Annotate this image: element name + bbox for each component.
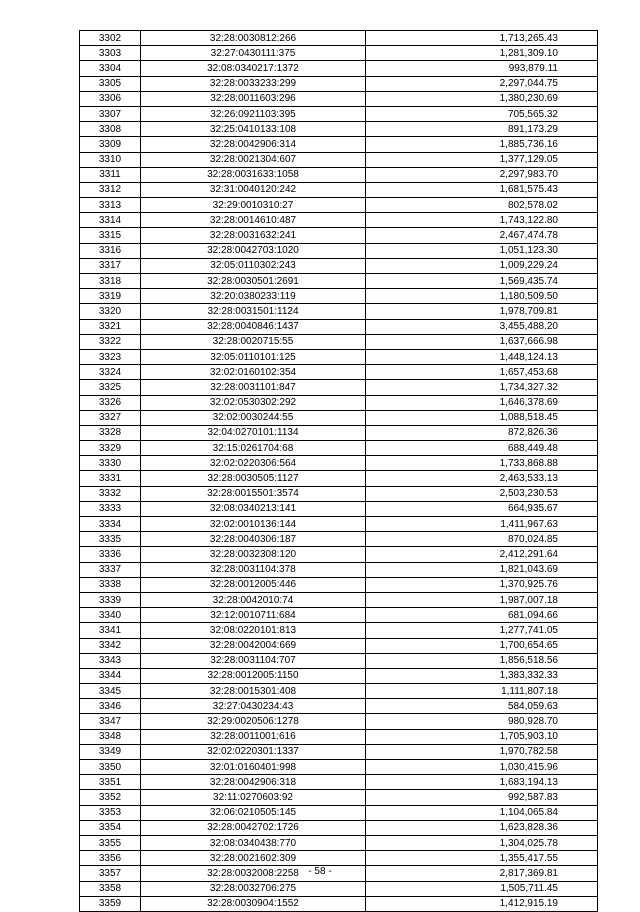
value-amount-cell: 1,009,229.24 [366,258,598,273]
cadastral-number-cell: 32:11:0270603:92 [141,790,366,805]
cadastral-number-cell: 32:12:0010711:684 [141,608,366,623]
table-row [80,653,598,668]
value-amount-cell: 688,449.48 [366,441,598,456]
row-number-cell: 3355 [80,835,141,850]
table-row [80,547,598,562]
row-number-cell: 3359 [80,896,141,911]
row-number-cell: 3330 [80,456,141,471]
row-number-cell: 3310 [80,152,141,167]
cadastral-number-cell: 32:28:0011001:616 [141,729,366,744]
row-number-cell: 3317 [80,258,141,273]
table-row [80,699,598,714]
value-amount-cell: 993,879.11 [366,61,598,76]
table-row [80,198,598,213]
table-row [80,76,598,91]
value-amount-cell: 2,297,983.70 [366,167,598,182]
value-amount-cell: 870,024.85 [366,532,598,547]
cadastral-number-cell: 32:20:0380233:119 [141,289,366,304]
row-number-cell: 3306 [80,91,141,106]
row-number-cell: 3309 [80,137,141,152]
table-row [80,714,598,729]
cadastral-number-cell: 32:29:0010310:27 [141,198,366,213]
table-row [80,243,598,258]
table-row [80,61,598,76]
table-row [80,456,598,471]
cadastral-number-cell: 32:26:0921103:395 [141,106,366,121]
row-number-cell: 3353 [80,805,141,820]
value-amount-cell: 1,657,453.68 [366,365,598,380]
table-row [80,334,598,349]
row-number-cell: 3313 [80,198,141,213]
value-amount-cell: 1,383,332.33 [366,668,598,683]
row-number-cell: 3334 [80,517,141,532]
cadastral-number-cell: 32:28:0032308:120 [141,547,366,562]
value-amount-cell: 1,978,709.81 [366,304,598,319]
row-number-cell: 3349 [80,744,141,759]
table-row [80,501,598,516]
row-number-cell: 3339 [80,592,141,607]
row-number-cell: 3336 [80,547,141,562]
page-number: - 58 - [308,866,332,877]
value-amount-cell: 1,681,575.43 [366,182,598,197]
value-amount-cell: 1,705,903.10 [366,729,598,744]
table-row [80,577,598,592]
row-number-cell: 3303 [80,46,141,61]
table-row [80,182,598,197]
table-row [80,395,598,410]
value-amount-cell: 2,297,044.75 [366,76,598,91]
cadastral-number-cell: 32:28:0042702:1726 [141,820,366,835]
value-amount-cell: 1,683,194.13 [366,775,598,790]
row-number-cell: 3352 [80,790,141,805]
value-amount-cell: 1,623,828.36 [366,820,598,835]
value-amount-cell: 1,856,518.56 [366,653,598,668]
cadastral-number-cell: 32:08:0220101:813 [141,623,366,638]
value-amount-cell: 1,733,868.88 [366,456,598,471]
row-number-cell: 3354 [80,820,141,835]
table-row [80,744,598,759]
value-amount-cell: 1,111,807.18 [366,684,598,699]
table-row [80,213,598,228]
table-row [80,304,598,319]
value-amount-cell: 1,304,025.78 [366,835,598,850]
table-row [80,486,598,501]
value-amount-cell: 1,885,736.16 [366,137,598,152]
row-number-cell: 3325 [80,380,141,395]
cadastral-number-cell: 32:28:0030904:1552 [141,896,366,911]
row-number-cell: 3342 [80,638,141,653]
cadastral-number-cell: 32:02:0530302:292 [141,395,366,410]
cadastral-number-cell: 32:29:0020506:1278 [141,714,366,729]
table-row [80,851,598,866]
table-row [80,608,598,623]
table-row [80,517,598,532]
table-row [80,562,598,577]
table-row [80,365,598,380]
table-body [80,31,598,912]
row-number-cell: 3312 [80,182,141,197]
cadastral-number-cell: 32:28:0042906:314 [141,137,366,152]
table-row [80,46,598,61]
value-amount-cell: 1,380,230.69 [366,91,598,106]
cadastral-number-cell: 32:02:0160102:354 [141,365,366,380]
row-number-cell: 3356 [80,851,141,866]
value-amount-cell: 1,970,782.58 [366,744,598,759]
value-amount-cell: 1,987,007.18 [366,592,598,607]
table-row [80,896,598,911]
table-row [80,106,598,121]
cadastral-number-cell: 32:02:0220301:1337 [141,744,366,759]
cadastral-number-cell: 32:08:0340438:770 [141,835,366,850]
cadastral-number-cell: 32:28:0042703:1020 [141,243,366,258]
value-amount-cell: 2,412,291.64 [366,547,598,562]
cadastral-number-cell: 32:15:0261704:68 [141,441,366,456]
table-row [80,349,598,364]
row-number-cell: 3329 [80,441,141,456]
cadastral-value-table [79,30,598,912]
cadastral-number-cell: 32:01:0160401:998 [141,760,366,775]
row-number-cell: 3323 [80,349,141,364]
table-row [80,820,598,835]
cadastral-number-cell: 32:28:0031104:378 [141,562,366,577]
cadastral-number-cell: 32:27:0430111:375 [141,46,366,61]
value-amount-cell: 2,817,369.81 [366,866,598,881]
row-number-cell: 3305 [80,76,141,91]
table-row [80,137,598,152]
row-number-cell: 3324 [80,365,141,380]
table-row [80,760,598,775]
table-row [80,289,598,304]
table-row [80,592,598,607]
cadastral-number-cell: 32:28:0033233:299 [141,76,366,91]
value-amount-cell: 1,277,741.05 [366,623,598,638]
cadastral-number-cell: 32:28:0031501:1124 [141,304,366,319]
row-number-cell: 3335 [80,532,141,547]
cadastral-number-cell: 32:28:0042906:318 [141,775,366,790]
table-row [80,881,598,896]
value-amount-cell: 1,505,711.45 [366,881,598,896]
table-row [80,441,598,456]
value-amount-cell: 1,821,043.69 [366,562,598,577]
row-number-cell: 3357 [80,866,141,881]
value-amount-cell: 1,180,509.50 [366,289,598,304]
row-number-cell: 3308 [80,122,141,137]
cadastral-number-cell: 32:28:0011603:296 [141,91,366,106]
value-amount-cell: 1,355,417.55 [366,851,598,866]
value-amount-cell: 681,094.66 [366,608,598,623]
value-amount-cell: 3,455,488.20 [366,319,598,334]
cadastral-number-cell: 32:28:0012005:1150 [141,668,366,683]
value-amount-cell: 1,104,065.84 [366,805,598,820]
row-number-cell: 3347 [80,714,141,729]
value-amount-cell: 891,173.29 [366,122,598,137]
table-row [80,274,598,289]
cadastral-number-cell: 32:02:0010136:144 [141,517,366,532]
row-number-cell: 3327 [80,410,141,425]
row-number-cell: 3314 [80,213,141,228]
value-amount-cell: 980,928.70 [366,714,598,729]
value-amount-cell: 1,646,378.69 [366,395,598,410]
table-row [80,471,598,486]
table-row [80,835,598,850]
row-number-cell: 3319 [80,289,141,304]
value-amount-cell: 1,700,654.65 [366,638,598,653]
cadastral-number-cell: 32:28:0031632:241 [141,228,366,243]
cadastral-number-cell: 32:02:0030244:55 [141,410,366,425]
table-row [80,805,598,820]
cadastral-number-cell: 32:28:0032008:2258 [141,866,366,881]
row-number-cell: 3326 [80,395,141,410]
row-number-cell: 3350 [80,760,141,775]
row-number-cell: 3332 [80,486,141,501]
table-row [80,684,598,699]
table-row [80,228,598,243]
row-number-cell: 3345 [80,684,141,699]
value-amount-cell: 1,377,129.05 [366,152,598,167]
value-amount-cell: 1,370,925.76 [366,577,598,592]
row-number-cell: 3337 [80,562,141,577]
table-row [80,319,598,334]
value-amount-cell: 1,051,123.30 [366,243,598,258]
row-number-cell: 3322 [80,334,141,349]
table-row [80,410,598,425]
table-row [80,425,598,440]
row-number-cell: 3311 [80,167,141,182]
row-number-cell: 3358 [80,881,141,896]
value-amount-cell: 1,569,435.74 [366,274,598,289]
row-number-cell: 3346 [80,699,141,714]
cadastral-number-cell: 32:28:0030505:1127 [141,471,366,486]
row-number-cell: 3340 [80,608,141,623]
table-row [80,668,598,683]
row-number-cell: 3344 [80,668,141,683]
cadastral-number-cell: 32:28:0021602:309 [141,851,366,866]
cadastral-number-cell: 32:28:0021304:607 [141,152,366,167]
value-amount-cell: 1,743,122.80 [366,213,598,228]
row-number-cell: 3333 [80,501,141,516]
cadastral-number-cell: 32:31:0040120:242 [141,182,366,197]
table-row [80,638,598,653]
value-amount-cell: 2,463,533.13 [366,471,598,486]
cadastral-number-cell: 32:02:0220306:564 [141,456,366,471]
cadastral-number-cell: 32:28:0031633:1058 [141,167,366,182]
row-number-cell: 3328 [80,425,141,440]
cadastral-number-cell: 32:27:0430234:43 [141,699,366,714]
value-amount-cell: 664,935.67 [366,501,598,516]
value-amount-cell: 1,637,666.98 [366,334,598,349]
cadastral-number-cell: 32:08:0340213:141 [141,501,366,516]
cadastral-number-cell: 32:05:0110101:125 [141,349,366,364]
table-row [80,380,598,395]
value-amount-cell: 1,411,967.63 [366,517,598,532]
cadastral-number-cell: 32:28:0030501:2691 [141,274,366,289]
table-row [80,122,598,137]
value-amount-cell: 872,826.36 [366,425,598,440]
row-number-cell: 3302 [80,31,141,46]
value-amount-cell: 1,412,915.19 [366,896,598,911]
row-number-cell: 3320 [80,304,141,319]
value-amount-cell: 992,587.83 [366,790,598,805]
row-number-cell: 3315 [80,228,141,243]
value-amount-cell: 802,578.02 [366,198,598,213]
cadastral-number-cell: 32:28:0042004:669 [141,638,366,653]
row-number-cell: 3343 [80,653,141,668]
value-amount-cell: 1,088,518.45 [366,410,598,425]
row-number-cell: 3321 [80,319,141,334]
value-amount-cell: 2,503,230.53 [366,486,598,501]
table-row [80,152,598,167]
table-row [80,532,598,547]
cadastral-number-cell: 32:08:0340217:1372 [141,61,366,76]
row-number-cell: 3338 [80,577,141,592]
cadastral-number-cell: 32:28:0015501:3574 [141,486,366,501]
cadastral-number-cell: 32:05:0110302:243 [141,258,366,273]
value-amount-cell: 2,467,474.78 [366,228,598,243]
row-number-cell: 3307 [80,106,141,121]
table-row [80,790,598,805]
table-row [80,623,598,638]
table-row [80,775,598,790]
cadastral-number-cell: 32:28:0032706:275 [141,881,366,896]
table-row [80,167,598,182]
value-amount-cell: 1,281,309.10 [366,46,598,61]
cadastral-number-cell: 32:28:0015301:408 [141,684,366,699]
row-number-cell: 3348 [80,729,141,744]
cadastral-number-cell: 32:28:0020715:55 [141,334,366,349]
row-number-cell: 3318 [80,274,141,289]
value-amount-cell: 1,713,265.43 [366,31,598,46]
table-row [80,729,598,744]
cadastral-number-cell: 32:28:0040846:1437 [141,319,366,334]
cadastral-number-cell: 32:28:0042010:74 [141,592,366,607]
value-amount-cell: 584,059.63 [366,699,598,714]
table-row [80,31,598,46]
row-number-cell: 3331 [80,471,141,486]
row-number-cell: 3304 [80,61,141,76]
row-number-cell: 3316 [80,243,141,258]
cadastral-number-cell: 32:28:0012005:446 [141,577,366,592]
table-row [80,91,598,106]
cadastral-number-cell: 32:28:0040306:187 [141,532,366,547]
cadastral-number-cell: 32:28:0030812:266 [141,31,366,46]
row-number-cell: 3341 [80,623,141,638]
cadastral-number-cell: 32:28:0031101:847 [141,380,366,395]
value-amount-cell: 1,734,327.32 [366,380,598,395]
cadastral-number-cell: 32:04:0270101:1134 [141,425,366,440]
value-amount-cell: 1,030,415.96 [366,760,598,775]
cadastral-number-cell: 32:06:0210505:145 [141,805,366,820]
table-row [80,258,598,273]
value-amount-cell: 705,565.32 [366,106,598,121]
cadastral-number-cell: 32:25:0410133:108 [141,122,366,137]
value-amount-cell: 1,448,124.13 [366,349,598,364]
cadastral-number-cell: 32:28:0014610:487 [141,213,366,228]
cadastral-number-cell: 32:28:0031104:707 [141,653,366,668]
row-number-cell: 3351 [80,775,141,790]
